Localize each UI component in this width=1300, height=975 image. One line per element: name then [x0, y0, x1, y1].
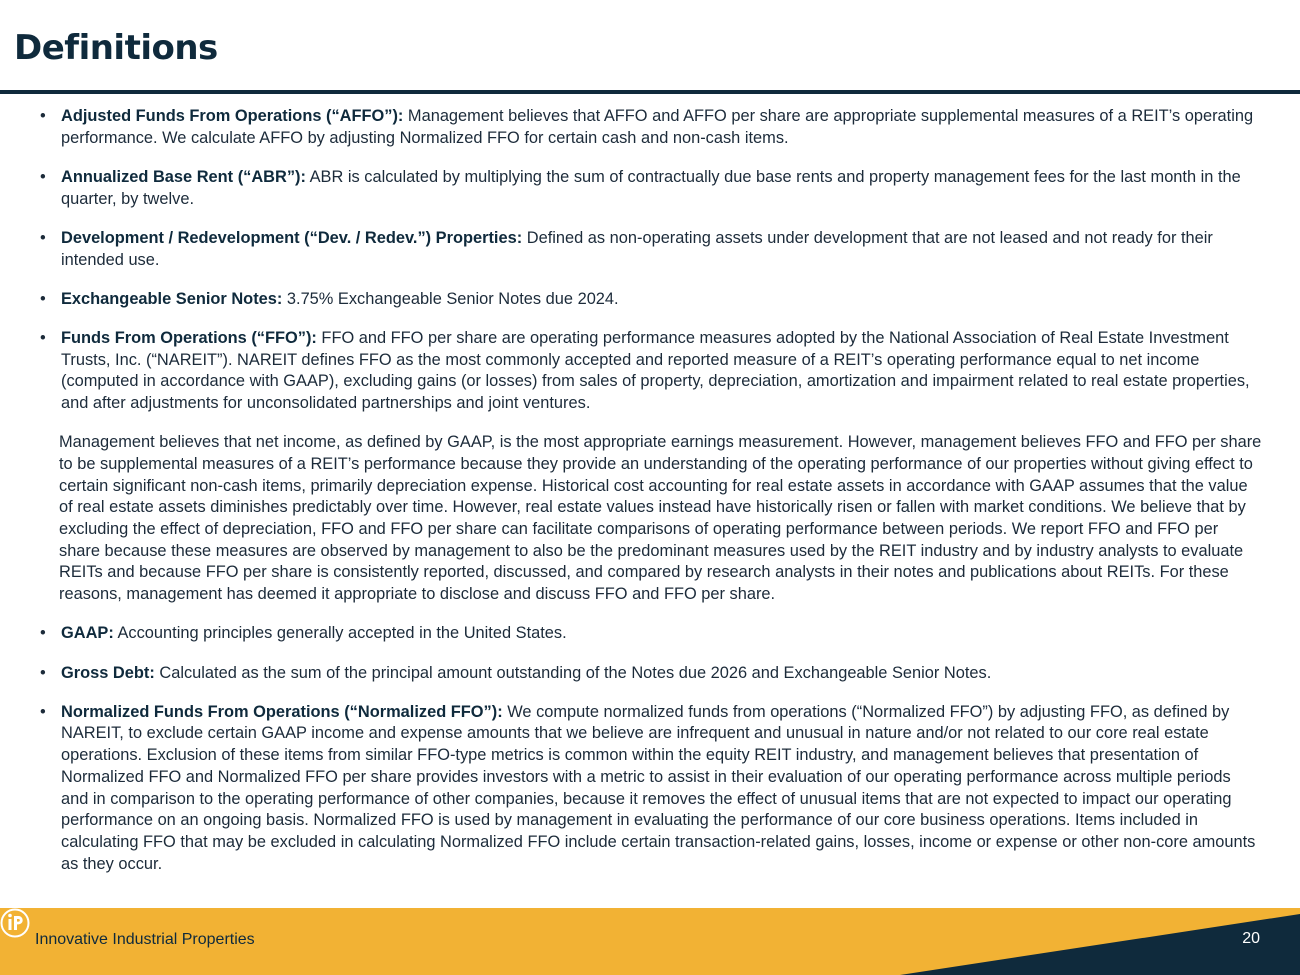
- definition-exchangeable-notes: [40, 289, 1262, 311]
- definition-text: Management believes that AFFO and AFFO per share are appropriate supplemental measures of a REIT’s operating performance. We calculate AFFO by adjusting Normalized FFO for certain cash and non-cash items.: [61, 107, 1254, 147]
- definition-affo: [40, 106, 1262, 149]
- definition-term: Annualized Base Rent (“ABR”):: [61, 167, 306, 186]
- bullet: •: [40, 107, 46, 125]
- page-title: Definitions: [14, 28, 218, 68]
- bullet: •: [40, 702, 46, 721]
- bullet: •: [40, 167, 46, 186]
- definition-term: Funds From Operations (“FFO”):: [61, 328, 317, 347]
- definition-text: ABR is calculated by multiplying the sum of contractually due base rents and property management fees for the last month in the quarter, by twelve.: [61, 167, 1241, 208]
- page-number: 20: [1242, 930, 1260, 947]
- definition-gross-debt: [40, 663, 1262, 685]
- definition-text: Defined as non-operating assets under development that are not leased and not ready for their intended use.: [61, 228, 1213, 269]
- definition-text: We compute normalized funds from operations (“Normalized FFO”) by adjusting FFO, as defined by NAREIT, to exclude certain GAAP income and expense amounts that we believe are infrequent and unusual in nature and/or not related to our core real estate operations. Exclusion of these items from similar FFO-type metrics is common within the equity REIT industry, and management believes that presentation of Normalized FFO and Normalized FFO per share provides investors with a metric to assist in their evaluation of our operating performance across multiple periods and in comparison to the operating performance of other companies, because it removes the effect of unusual items that are not expected to impact our operating performance on an ongoing basis. Normalized FFO is used by management in evaluating the performance of our core business operations. Items included in calculating FFO that may be excluded in calculating Normalized FFO include certain transaction-related gains, losses, income or expense or other non-core amounts as they occur.: [61, 702, 1256, 873]
- definition-term: GAAP:: [61, 624, 114, 643]
- definition-term: Adjusted Funds From Operations (“AFFO”):: [61, 107, 404, 125]
- company-name: Innovative Industrial Properties: [35, 931, 255, 948]
- definition-dev-redev: [40, 228, 1262, 271]
- definition-term: Exchangeable Senior Notes:: [61, 289, 283, 308]
- footer: [0, 908, 1300, 975]
- definition-term: Gross Debt:: [61, 663, 155, 682]
- definition-gaap: [40, 623, 1262, 645]
- definition-ffo: [40, 328, 1262, 415]
- definition-text: Accounting principles generally accepted in the United States.: [113, 624, 567, 643]
- definitions-list: [40, 106, 1262, 893]
- bullet: •: [40, 289, 46, 308]
- definition-abr: [40, 167, 1262, 210]
- ffo-explanation-paragraph: Management believes that net income, as defined by GAAP, is the most appropriate earnings measurement. However, management believes FFO and FFO per share to be supplemental measures of a REIT’s performance because they provide an understanding of the operating performance of our properties without giving effect to certain significant non-cash items, primarily depreciation expense. Historical cost accounting for real estate assets in accordance with GAAP assumes that the value of real estate assets diminishes predictably over time. However, real estate values instead have historically risen or fallen with market conditions. We believe that by excluding the effect of depreciation, FFO and FFO per share can facilitate comparisons of operating performance between periods. We report FFO and FFO per share because these measures are observed by management to also be the predominant measures used by the REIT industry and by industry analysts to evaluate REITs and because FFO per share is consistently reported, discussed, and compared by research analysts in their notes and publications about REITs. For these reasons, management has deemed it appropriate to disclose and discuss FFO and FFO per share.: [59, 433, 1262, 604]
- bullet: •: [40, 328, 46, 347]
- company-logo-icon: [0, 908, 30, 938]
- definition-text: 3.75% Exchangeable Senior Notes due 2024.: [282, 289, 619, 308]
- definition-term: Development / Redevelopment (“Dev. / Redev.”) Properties:: [61, 228, 523, 247]
- bullet: •: [40, 228, 46, 247]
- bullet: •: [40, 624, 46, 643]
- bullet: •: [40, 663, 46, 682]
- definition-text: Calculated as the sum of the principal amount outstanding of the Notes due 2026 and Exchangeable Senior Notes.: [154, 663, 992, 682]
- definition-normalized-ffo: [40, 702, 1262, 876]
- title-divider: [0, 90, 1300, 94]
- definition-text: FFO and FFO per share are operating performance measures adopted by the National Association of Real Estate Investment Trusts, Inc. (“NAREIT”). NAREIT defines FFO as the most commonly accepted and reported measure of a REIT’s operating performance equal to net income (computed in accordance with GAAP), excluding gains (or losses) from sales of property, depreciation, amortization and impairment related to real estate properties, and after adjustments for unconsolidated partnerships and joint ventures.: [61, 328, 1250, 413]
- definition-term: Normalized Funds From Operations (“Normalized FFO”):: [61, 702, 503, 721]
